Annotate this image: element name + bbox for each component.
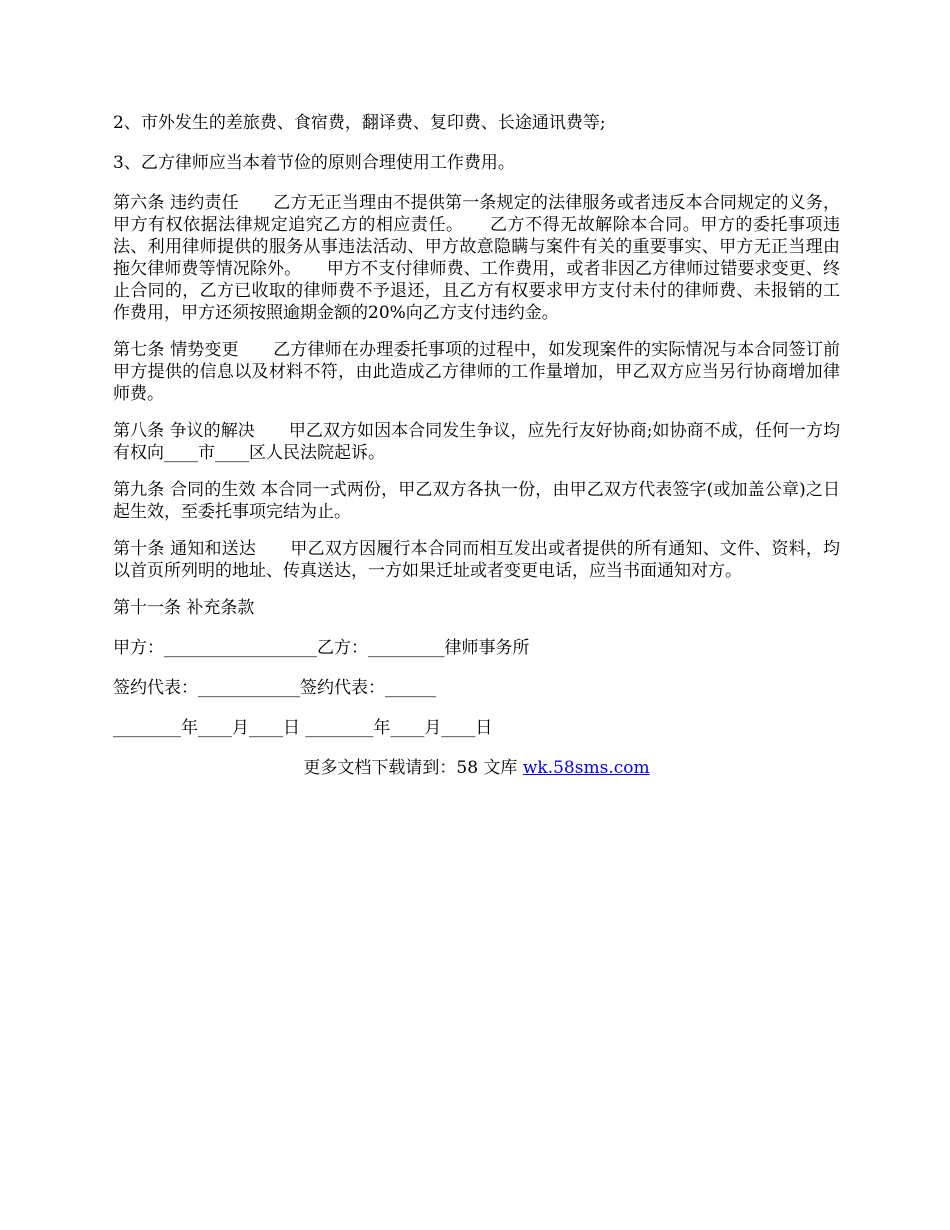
footer-link[interactable]: wk.58sms.com: [522, 758, 650, 778]
article-7-change-of-circumstances: 第七条 情势变更 乙方律师在办理委托事项的过程中，如发现案件的实际情况与本合同签订前甲方提供的信息以及材料不符，由此造成乙方律师的工作量增加，甲乙双方应当另行协商增加律师费。: [113, 340, 840, 404]
document-page: [113, 112, 840, 779]
article-10-notice-delivery: 第十条 通知和送达 甲乙双方因履行本合同而相互发出或者提供的所有通知、文件、资料，均以首页所列明的地址、传真送达，一方如果迁址或者变更电话，应当书面通知对方。: [113, 539, 840, 581]
signatories-line: 签约代表：____________签约代表：______: [113, 678, 436, 698]
item-2-travel-expenses: 2、市外发生的差旅费、食宿费，翻译费、复印费、长途通讯费等;: [113, 113, 606, 133]
dates-line: ________年____月____日 ________年____月____日: [113, 718, 493, 738]
article-8-dispute-resolution: 第八条 争议的解决 甲乙双方如因本合同发生争议，应先行友好协商;如协商不成，任何一方均有权向____市____区人民法院起诉。: [113, 421, 840, 463]
footer: [113, 757, 840, 779]
article-11-supplementary-terms: 第十一条 补充条款: [113, 598, 255, 618]
parties-line: 甲方：__________________乙方：_________律师事务所: [113, 638, 530, 658]
footer-text: 更多文档下载请到：58 文库: [303, 758, 523, 778]
item-3-frugal-use: 3、乙方律师应当本着节俭的原则合理使用工作费用。: [113, 153, 515, 173]
article-9-effectiveness: 第九条 合同的生效 本合同一式两份，甲乙双方各执一份，由甲乙双方代表签字(或加盖公章)之日起生效，至委托事项完结为止。: [113, 480, 840, 522]
article-6-breach-liability: 第六条 违约责任 乙方无正当理由不提供第一条规定的法律服务或者违反本合同规定的义务，甲方有权依据法律规定追究乙方的相应责任。 乙方不得无故解除本合同。甲方的委托事项违法、利用律师提供的服务从事违法活动、甲方故意隐瞒与案件有关的重要事实、甲方无正当理由拖欠律师费等情况除外。 甲方不支付律师费、工作费用，或者非因乙方律师过错要求变更、终止合同的，乙方已收取的律师费不予退还，且乙方有权要求甲方支付未付的律师费、未报销的工作费用，甲方还须按照逾期金额的20%向乙方支付违约金。: [113, 193, 840, 323]
